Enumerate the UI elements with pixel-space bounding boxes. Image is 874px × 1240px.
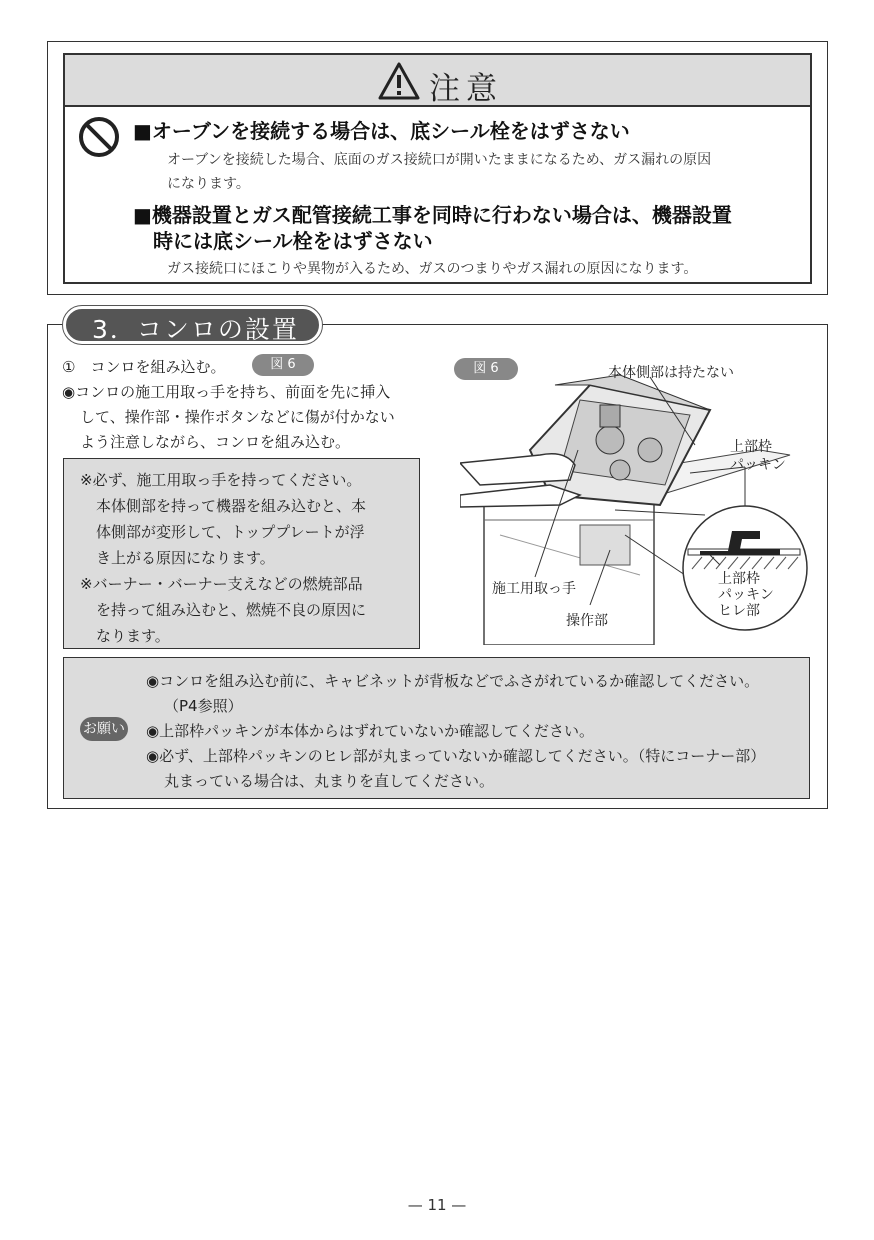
instruction-line1: ◉コンロの施工用取っ手を持ち、前面を先に挿入: [62, 383, 391, 401]
label-packing-top-2: パッキン: [730, 457, 786, 473]
page-number: — 11 —: [407, 1196, 467, 1214]
caution-box: [63, 53, 812, 284]
request-line3: ◉上部枠パッキンが本体からはずれていないか確認してください。: [146, 722, 594, 740]
note-line: なります。: [96, 627, 170, 645]
request-badge: お願い: [80, 717, 128, 741]
label-fin-2: パッキン: [718, 587, 774, 603]
note-box: [63, 458, 420, 649]
caution-item2-heading-line2: 時には底シール栓をはずさない: [153, 229, 433, 253]
instruction-line2: して、操作部・操作ボタンなどに傷が付かない: [80, 408, 395, 426]
step1-figure-badge: 図 6: [252, 354, 314, 376]
caution-item2-heading-line1: ■機器設置とガス配管接続工事を同時に行わない場合は、機器設置: [133, 203, 732, 227]
note-line: 体側部が変形して、トッププレートが浮: [96, 523, 365, 541]
section-title: 3．コンロの設置: [92, 315, 299, 344]
caution-item1-body-line2: になります。: [167, 176, 250, 192]
request-line1: ◉コンロを組み込む前に、キャビネットが背板などでふさがれているか確認してください。: [146, 672, 760, 690]
note-line: ※バーナー・バーナー支えなどの燃焼部品: [80, 575, 363, 593]
caution-item1-heading: ■オーブンを接続する場合は、底シール栓をはずさない: [133, 119, 630, 143]
warning-triangle-icon: [377, 61, 421, 101]
request-line2: （P4参照）: [164, 697, 243, 715]
request-line5: 丸まっている場合は、丸まりを直してください。: [164, 772, 495, 790]
note-line: 本体側部を持って機器を組み込むと、本: [96, 497, 367, 515]
note-line: き上がる原因になります。: [96, 549, 275, 567]
note-line: を持って組み込むと、燃焼不良の原因に: [96, 601, 367, 619]
label-handle: 施工用取っ手: [492, 581, 576, 597]
request-line4: ◉必ず、上部枠パッキンのヒレ部が丸まっていないか確認してください。（特にコーナー部）: [146, 747, 766, 765]
note-line: ※必ず、施工用取っ手を持ってください。: [80, 471, 362, 489]
instruction-line3: よう注意しながら、コンロを組み込む。: [80, 433, 351, 451]
label-packing-top-1: 上部枠: [730, 439, 772, 455]
label-fin-3: ヒレ部: [718, 603, 760, 619]
caution-item1-body-line1: オーブンを接続した場合、底面のガス接続口が開いたままになるため、ガス漏れの原因: [167, 152, 712, 168]
section-heading-pill: [63, 306, 322, 344]
label-panel: 操作部: [566, 613, 608, 629]
caution-header: [65, 55, 810, 107]
caution-item2-body: ガス接続口にほこりや異物が入るため、ガスのつまりやガス漏れの原因になります。: [167, 261, 698, 277]
figure-badge: 図 6: [454, 358, 518, 380]
caution-title: 注意: [429, 71, 503, 107]
label-fin-1: 上部枠: [718, 571, 760, 587]
prohibition-icon: [77, 115, 121, 159]
step1-text: ① コンロを組み込む。: [62, 358, 226, 376]
label-body-side: 本体側部は持たない: [608, 365, 734, 381]
request-box: [63, 657, 810, 799]
